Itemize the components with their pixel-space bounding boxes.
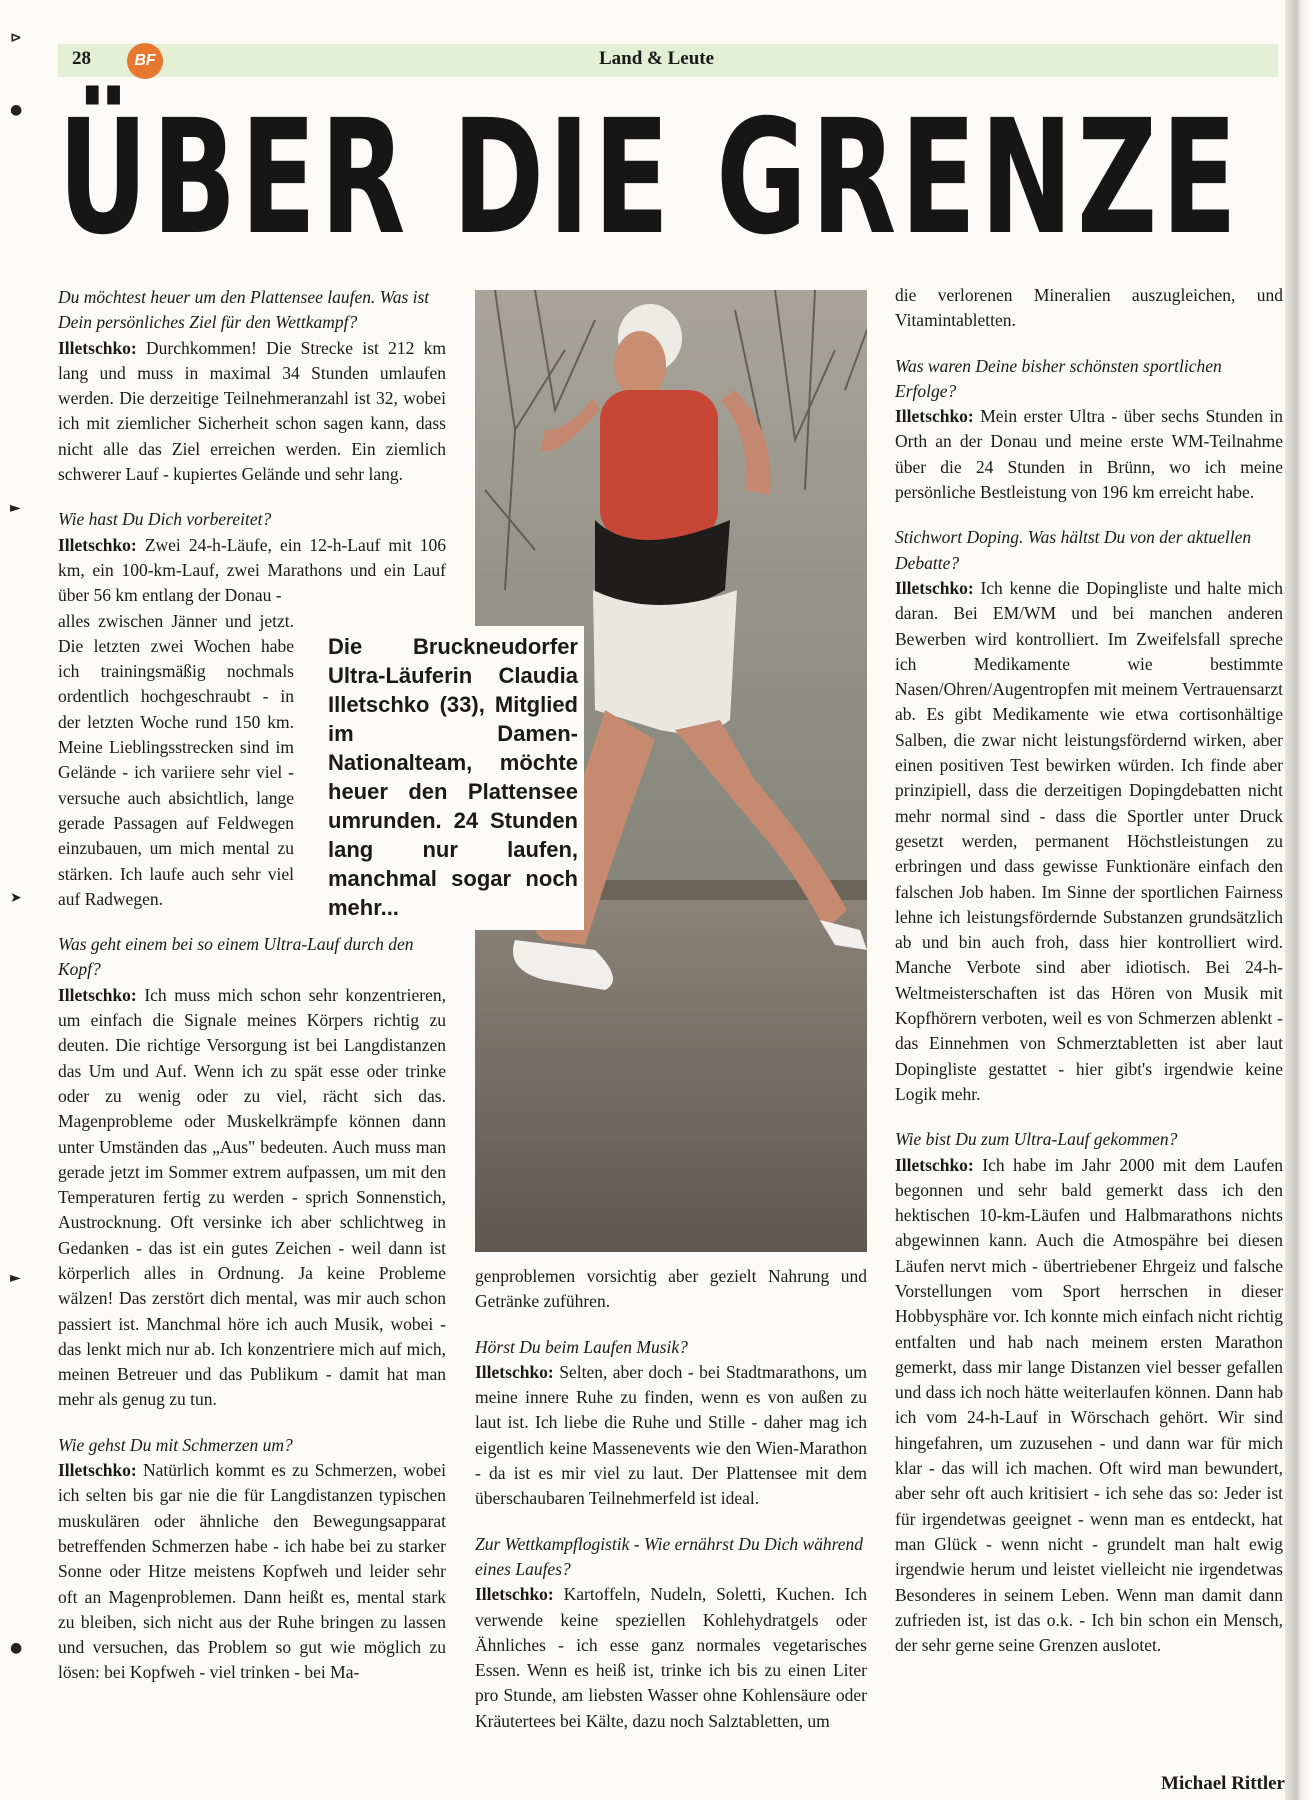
article-column-3 <box>895 283 1283 1658</box>
answer-8 <box>895 576 1283 1107</box>
question-3: Was geht einem bei so einem Ultra-Lauf durch den Kopf? <box>58 934 414 980</box>
article-column-2 <box>475 1264 867 1734</box>
answer-4-continued: genproblemen vorsichtig aber gezielt Nahrung und Getränke zuführen. <box>475 1266 867 1312</box>
margin-mark: ➤ <box>10 890 22 906</box>
answer-text: Selten, aber doch - bei Stadtmarathons, um meine innere Ruhe zu finden, wenn es von außen zu laut ist. Ich liebe die Ruhe und Stille - daher mag ich eigentlich keine Massenevents wie den Wien-Marathon - da ist es mir viel zu laut. Der Plattensee mit dem überschaubaren Teilnehmerfeld ist ideal. <box>475 1361 868 1509</box>
margin-mark: ⊳ <box>10 30 22 46</box>
page-number: 28 <box>72 48 91 69</box>
answer-6-continued: die verlorenen Mineralien auszugleichen, und Vitamintabletten. <box>895 285 1283 331</box>
margin-mark: ► <box>10 1270 21 1286</box>
question-5: Hörst Du beim Laufen Musik? <box>475 1336 688 1357</box>
answer-7 <box>895 404 1283 505</box>
question-4: Wie gehst Du mit Schmerzen um? <box>58 1434 293 1455</box>
answer-5 <box>475 1360 867 1512</box>
answer-text: Natürlich kommt es zu Schmerzen, wobei ich selten bis gar nie die für Langdistanzen typischen muskulären oder ähnliche den Bewegungsapparat betreffenden Schmerzen habe - ich habe bei zu starker Sonne oder Hitze meistens Kopfweh und leider sehr oft an Magenproblemen. Dann heißt es, mental stark zu bleiben, sich nicht aus der Ruhe bringen zu lassen und versuchen, das Problem so gut wie möglich zu lösen: bei Kopfweh - viel trinken - bei Ma- <box>58 1460 446 1683</box>
magazine-logo: BF <box>127 43 163 79</box>
answer-text: Mein erster Ultra - über sechs Stunden in Orth an der Donau und meine erste WM-Teilnahme über die 24 Stunden in Brünn, wo ich meine persönliche Bestleistung von 196 km erreicht habe. <box>895 406 1284 503</box>
answer-1 <box>58 336 446 488</box>
section-title: Land & Leute <box>598 48 715 69</box>
question-7: Was waren Deine bisher schönsten sportlichen Erfolge? <box>895 355 1222 401</box>
answer-text: Zwei 24-h-Läufe, ein 12-h-Lauf mit 106 km, ein 100-km-Lauf, zwei Marathons und ein Lauf über 56 km entlang der Donau - <box>58 534 447 606</box>
speaker-label: Illetschko: <box>475 1361 554 1382</box>
question-8: Stichwort Doping. Was hältst Du von der aktuellen Debatte? <box>895 527 1252 573</box>
margin-mark: ► <box>10 500 21 516</box>
answer-3 <box>58 983 446 1413</box>
margin-mark: ● <box>10 1640 23 1656</box>
answer-6 <box>475 1582 867 1734</box>
answer-2 <box>58 533 446 609</box>
question-1: Du möchtest heuer um den Plattensee laufen. Was ist Dein persönliches Ziel für den Wettkampf? <box>58 287 430 333</box>
page-edge <box>1285 0 1313 1800</box>
speaker-label: Illetschko: <box>475 1584 554 1605</box>
headline: ÜBER DIE GRENZE <box>58 86 1242 270</box>
speaker-label: Illetschko: <box>58 337 137 358</box>
answer-text: Ich kenne die Dopingliste und halte mich daran. Bei EM/WM und bei manchen anderen Bewerben wird kontrolliert. Im Zweifelsfall spreche ich Medikamente wie bestimmte Nasen/Ohren/Augentropfen mit meinem Vertrauensarzt ab. Es gibt Medikamente wie etwa cortisonhältige Salben, die zwar nicht leistungsfördernd wirken, aber einen positiven Test bewirken würden. Ich finde aber prinzipiell, dass die derzeitigen Dopingdebatten nicht mehr normal sind - dass die Sportler unter Druck gesetzt werden, permanent Höchstleistungen zu erbringen und dass gewisse Funktionäre einfach den falschen Job haben. Im Sinne der sportlichen Fairness lehne ich leistungsfördernde Substanzen grundsätzlich ab und bin auch froh, dass hier kontrolliert wird. Manche Verbote sind aber idiotisch. Bei 24-h-Weltmeisterschaften ist das Hören von Musik mit Kopfhörern verboten, weil es von Schmerzen ablenkt - das Einnehmen von Schmerztabletten ist aber laut Dopingliste gestattet - hier gibt's irgendwie keine Logik mehr. <box>895 577 1283 1104</box>
intro-box: Die Bruckneudorfer Ultra-Läuferin Claudia Illetschko (33), Mitglied im Damen-Nationalteam, möchte heuer den Plattensee umrunden. 24 Stunden lang nur laufen, manchmal sogar noch mehr... <box>320 626 584 930</box>
answer-text: Kartoffeln, Nudeln, Soletti, Kuchen. Ich verwende keine speziellen Kohlehydratgels oder Ähnliches - ich esse ganz normales vegetarisches Essen. Wenn es heiß ist, trinke ich bis zu einen Liter pro Stunde, am liebsten Wasser ohne Kohlensäure oder Kräutertees bei Kälte, dazu noch Salztabletten, um <box>475 1584 868 1731</box>
answer-text: Durchkommen! Die Strecke ist 212 km lang und muss in maximal 34 Stunden umlaufen werden. Die derzeitige Teilnehmeranzahl ist 32, wobei ich mit ziemlicher Sicherheit schon sagen kann, dass nicht alle das Ziel erreichen werden. Ein ziemlich schwerer Lauf - kupiertes Gelände und sehr lang. <box>58 337 446 485</box>
answer-9 <box>895 1153 1283 1659</box>
speaker-label: Illetschko: <box>895 406 974 427</box>
speaker-label: Illetschko: <box>58 984 137 1005</box>
speaker-label: Illetschko: <box>58 534 137 555</box>
author-byline: Michael Rittler <box>1161 1773 1285 1794</box>
question-2: Wie hast Du Dich vorbereitet? <box>58 509 272 530</box>
speaker-label: Illetschko: <box>895 577 974 598</box>
speaker-label: Illetschko: <box>58 1460 137 1481</box>
question-6: Zur Wettkampflogistik - Wie ernährst Du Dich während eines Laufes? <box>475 1533 864 1579</box>
article-column-1 <box>58 285 446 1686</box>
margin-mark: ● <box>10 102 23 118</box>
answer-4 <box>58 1458 446 1686</box>
answer-2-continued: alles zwischen Jänner und jetzt. Die letzten zwei Wochen habe ich trainingsmäßig nochmals ordentlich hochgeschraubt - in der letzten Woche rund 150 km. Meine Lieblingsstrecken sind im Gelände - ich variiere sehr viel - versuche auch absichtlich, lange gerade Passagen auf Feldwegen einzubauen, um mich mental zu stärken. Ich laufe auch sehr viel auf Radwegen. <box>58 610 294 909</box>
answer-text: Ich habe im Jahr 2000 mit dem Laufen begonnen und sehr bald gemerkt dass ich den hektischen 10-km-Läufen und Halbmarathons nichts abgewinnen kann. Auch die Atmospähre bei diesen Läufen nervt mich - übertriebener Ehrgeiz und falsche Vorstellungen vom Sport herrschen in dieser Hobbysphäre vor. Ich konnte mich einfach nicht richtig entfalten und hab nach meinem ersten Marathon gemerkt, dass mir lange Distanzen viel besser gefallen und dass ich noch hätte weiterlaufen können. Dann hab ich vom 24-h-Lauf in Wörschach gehört. Wir sind hingefahren, um zuzusehen - und dann war für mich klar - das will ich machen. Oft wird man bewundert, aber sehr oft auch kritisiert - ich sehe das so: Jeder ist für irgendetwas geeignet - wenn man es entdeckt, hat man Glück - wenn nicht - grundelt man halt ewig irgendwie herum und leistet vielleicht nie irgendetwas Besonderes in seinem Leben. Wenn man damit dann zufrieden ist, ist das o.k. - Ich bin schon ein Mensch, der sehr gerne seine Grenzen auslotet. <box>895 1154 1283 1656</box>
answer-text: Ich muss mich schon sehr konzentrieren, um einfach die Signale meines Körpers richtig zu deuten. Die richtige Versorgung ist bei Langdistanzen das Um und Auf. Wenn ich zu spät esse oder trinke oder zu wenig oder zu viel, rächt sich das. Magenprobleme oder Muskelkrämpfe können dann unter Umständen das „Aus" bedeuten. Auch muss man gerade jetzt im Sommer extrem aufpassen, um mit den Temperaturen fertig zu werden - sprich Sonnenstich, Austrocknung. Oft versinke ich aber schlichtweg in Gedanken - das ist ein gutes Zeichen - weil dann ist körperlich alles in Ordnung. Ja keine Probleme wälzen! Das zerstört dich mental, was mir auch schon passiert ist. Manchmal höre ich auch Musik, wobei - das lenkt mich nur ab. Ich konzentriere mich auf mich, meinen Betreuer und das Publikum - damit hat man mehr als genug zu tun. <box>58 984 446 1410</box>
speaker-label: Illetschko: <box>895 1154 974 1175</box>
question-9: Wie bist Du zum Ultra-Lauf gekommen? <box>895 1129 1178 1150</box>
